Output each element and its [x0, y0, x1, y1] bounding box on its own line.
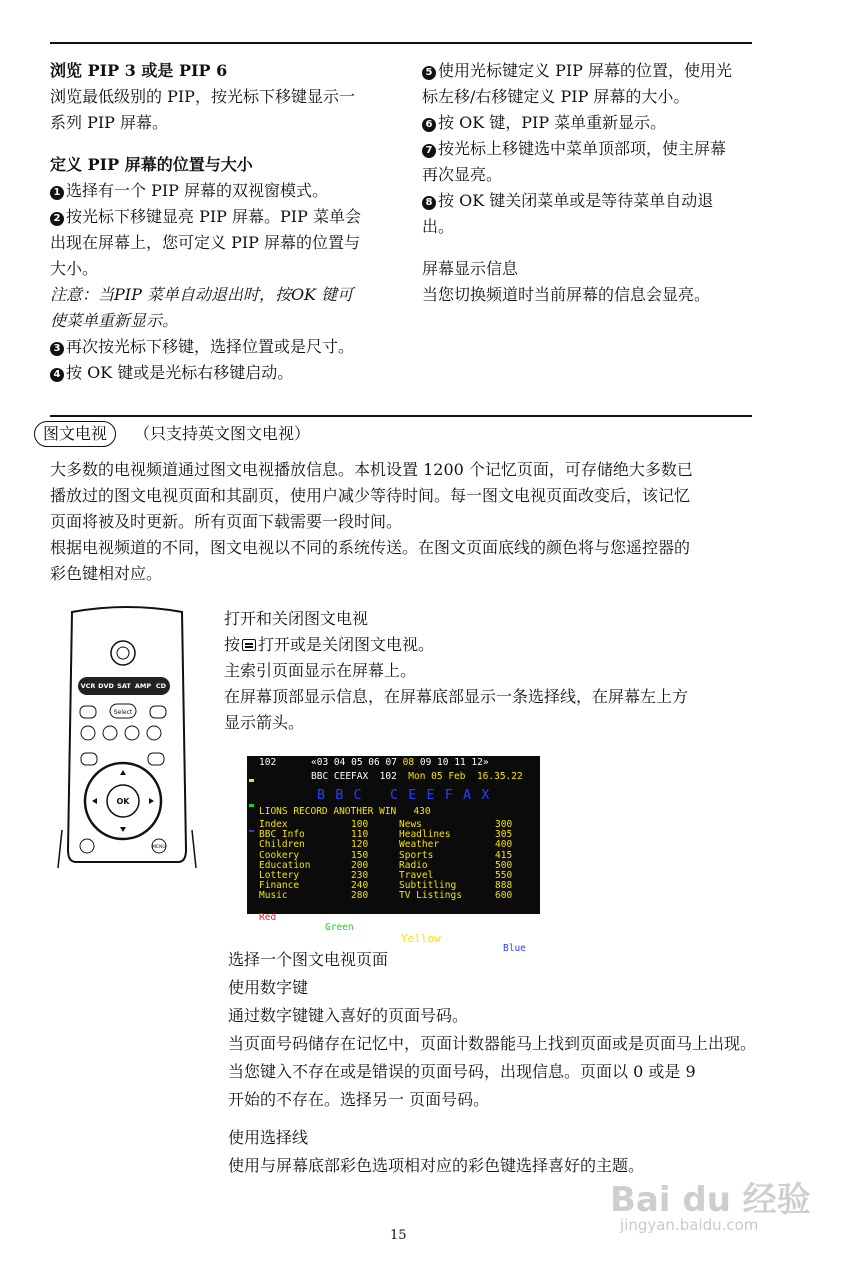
teletext-screen: [247, 756, 540, 955]
on-off-line2: 主索引页面显示在屏幕上。: [224, 661, 417, 680]
watermark-logo: [610, 1172, 811, 1221]
pip-browse-line: 浏览最低级别的 PIP，按光标下移键显示一: [50, 87, 355, 106]
step-number-icon: 6: [422, 118, 436, 132]
step-2-cont: 出现在屏幕上，您可定义 PIP 屏幕的位置与: [50, 233, 361, 252]
select-page-line: 通过数字键键入喜好的页面号码。: [228, 1006, 469, 1025]
intro-line: 播放过的图文电视页面和其副页，使用户减少等待时间。每一图文电视页面改变后，该记忆: [50, 486, 691, 505]
step-7: 7 按光标上移键选中菜单顶部项，使主屏幕: [422, 136, 762, 162]
select-page-line: 使用与屏幕底部彩色选项相对应的彩色键选择喜好的主题。: [228, 1156, 645, 1175]
tv-index-page: 305: [495, 829, 513, 841]
step-8: 8 按 OK 键关闭菜单或是等待菜单自动退: [422, 188, 762, 214]
tv-index-label: Finance: [259, 880, 300, 892]
tv-index-page: 200: [351, 859, 369, 871]
page-number: 15: [390, 1228, 407, 1243]
intro-line: 根据电视频道的不同，图文电视以不同的系统传送。在图文页面底线的颜色将与您遥控器的: [50, 538, 691, 557]
select-page-line: 开始的不存在。选择另一 页面号码。: [228, 1090, 490, 1109]
section-title: 图文电视: [43, 424, 108, 443]
intro-line: 彩色键相对应。: [50, 564, 163, 583]
step-5-cont: 标左移/右移键定义 PIP 屏幕的大小。: [422, 87, 690, 106]
tv-header-row: BBC CEEFAX 102 Mon 05 Feb 16.35.22: [311, 771, 523, 782]
arrow-indicator-icon: [249, 758, 255, 768]
step-8-cont: 出。: [422, 217, 455, 236]
tv-index-label: Children: [259, 839, 305, 851]
tv-index-page: 550: [495, 869, 513, 881]
note-line: 使菜单重新显示。: [50, 311, 179, 330]
tv-index-label: Sports: [399, 849, 434, 861]
intro-paragraphs: [50, 457, 770, 587]
on-off-heading: 打开和关闭图文电视: [224, 609, 369, 628]
tv-index-page: 120: [351, 839, 369, 851]
select-page-heading: 选择一个图文电视页面: [228, 950, 389, 969]
tv-index-page: 888: [495, 880, 513, 892]
on-off-block: [224, 606, 688, 736]
tv-index-label: Headlines: [399, 829, 451, 841]
tv-index-page: 600: [495, 890, 513, 902]
fastext-green: Green: [325, 922, 354, 934]
step-4: 4 按 OK 键或是光标右移键启动。: [50, 360, 400, 386]
tv-index-page: 110: [351, 829, 369, 841]
step-number-icon: 4: [50, 368, 64, 382]
select-page-sub2: 使用选择线: [228, 1128, 309, 1147]
tv-index-page: 415: [495, 849, 513, 861]
step-number-icon: 3: [50, 342, 64, 356]
tv-index-page: 100: [351, 819, 369, 830]
tv-index-page: 400: [495, 839, 513, 851]
tv-headline: LIONS RECORD ANOTHER WIN 430: [259, 806, 431, 817]
step-number-icon: 7: [422, 144, 436, 158]
tv-page-row: «03 04 05 06 07 08 09 10 11 12»: [311, 757, 489, 768]
step-number-icon: 5: [422, 66, 436, 80]
pip-define-heading: 定义 PIP 屏幕的位置与大小: [50, 155, 253, 174]
tv-index-label: Music: [259, 890, 288, 902]
step-2: 2 按光标下移键显亮 PIP 屏幕。PIP 菜单会: [50, 204, 400, 230]
step-number-icon: 2: [50, 212, 64, 226]
watermark-url: jingyan.baidu.com: [620, 1216, 759, 1234]
remote-ok-label: OK: [116, 797, 130, 806]
fastext-red: Red: [259, 911, 277, 923]
tv-index-label: Subtitling: [399, 880, 457, 892]
tv-index-label: Cookery: [259, 849, 300, 861]
step-1: 1 选择有一个 PIP 屏幕的双视窗模式。: [50, 178, 400, 204]
step-number-icon: 8: [422, 196, 436, 210]
step-3: 3 再次按光标下移键，选择位置或是尺寸。: [50, 334, 400, 360]
top-rule: [50, 42, 752, 44]
tv-index-page: 280: [351, 890, 369, 902]
tv-banner: B B C C E E F A X: [317, 787, 491, 803]
tv-index-label: News: [399, 819, 422, 830]
select-page-line: 当您键入不存在或是错误的页面号码，出现信息。页面以 0 或是 9: [228, 1062, 696, 1081]
tv-index-label: Education: [259, 859, 311, 871]
pip-browse-heading: 浏览 PIP 3 或是 PIP 6: [50, 61, 228, 80]
remote-menu-label: MENU: [152, 845, 166, 850]
remote-source-sat: SAT: [117, 682, 131, 690]
tv-index-left: [259, 820, 369, 902]
tv-index-page: 230: [351, 869, 369, 881]
on-off-line1: 按 打开或是关闭图文电视。: [224, 635, 435, 654]
remote-source-cd: CD: [155, 682, 167, 690]
tv-index-page: 300: [495, 819, 513, 830]
tv-page-number: 102: [259, 757, 277, 768]
section-rule: [50, 415, 752, 417]
fastext-yellow: Yellow: [401, 931, 441, 945]
tv-index-page: 500: [495, 859, 513, 871]
tv-index-label: TV Listings: [399, 890, 462, 902]
section-subtitle: （只支持英文图文电视）: [134, 424, 311, 443]
osd-text: 当您切换频道时当前屏幕的信息会显亮。: [422, 285, 711, 304]
tv-index-label: Radio: [399, 859, 428, 871]
watermark-brand: Bai du 经验: [610, 1180, 811, 1220]
section-title-badge: [34, 421, 116, 447]
on-off-line3-cont: 显示箭头。: [224, 713, 305, 732]
step-2-cont: 大小。: [50, 259, 99, 278]
tv-index-item: [259, 891, 369, 901]
intro-line: 大多数的电视频道通过图文电视播放信息。本机设置 1200 个记忆页面，可存储绝大多数已: [50, 460, 693, 479]
select-page-block: [228, 943, 757, 1180]
step-7-cont: 再次显亮。: [422, 165, 503, 184]
pip-browse-line: 系列 PIP 屏幕。: [50, 113, 169, 132]
step-6: 6 按 OK 键，PIP 菜单重新显示。: [422, 110, 762, 136]
tv-index-label: Lottery: [259, 869, 300, 881]
tv-index-right: [399, 819, 513, 902]
step-5: 5 使用光标键定义 PIP 屏幕的位置，使用光: [422, 58, 762, 84]
fastext-blue: Blue: [503, 943, 526, 955]
tv-index-label: BBC Info: [259, 829, 305, 841]
tv-index-label: Weather: [399, 839, 440, 851]
remote-source-vcr: VCR: [80, 682, 96, 690]
select-page-line: 当页面号码储存在记忆中，页面计数器能马上找到页面或是页面马上出现。: [228, 1034, 757, 1053]
remote-control-icon: [50, 600, 205, 875]
step-number-icon: 1: [50, 186, 64, 200]
select-page-sub1: 使用数字键: [228, 978, 309, 997]
tv-index-label: Index: [259, 819, 288, 830]
tv-index-page: 240: [351, 880, 369, 892]
right-column: [422, 58, 762, 308]
left-column: [50, 58, 400, 386]
teletext-icon: [242, 639, 256, 651]
remote-control-illustration: [50, 600, 205, 875]
note-line: 注意：当PIP 菜单自动退出时，按OK 键可: [50, 285, 354, 304]
tv-index-label: Travel: [399, 869, 434, 881]
remote-source-dvd: DVD: [98, 682, 114, 690]
remote-source-amp: AMP: [134, 682, 152, 690]
osd-heading: 屏幕显示信息: [422, 259, 519, 278]
tv-index-item: [399, 890, 513, 902]
intro-line: 页面将被及时更新。所有页面下载需要一段时间。: [50, 512, 403, 531]
remote-select-label: Select: [113, 709, 133, 716]
on-off-line3: 在屏幕顶部显示信息，在屏幕底部显示一条选择线，在屏幕左上方: [224, 687, 689, 706]
tv-index-page: 150: [351, 849, 369, 861]
